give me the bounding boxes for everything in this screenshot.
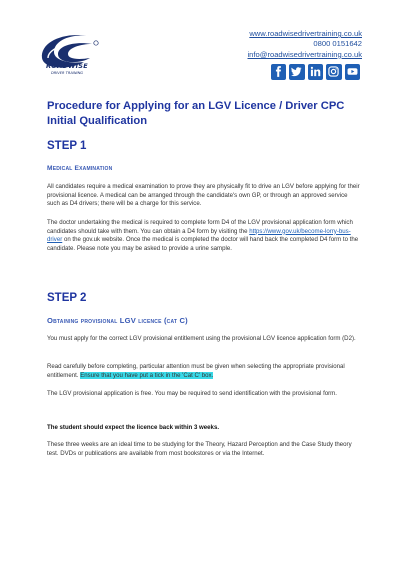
step1-para2-text-b: on the gov.uk website. Once the medical is completed the doctor will hand back the completed D4 form to the candidate. Please note you may be asked to provide a urine sample. [47,236,359,252]
youtube-icon[interactable] [345,64,361,80]
social-links [271,64,361,80]
contact-block [248,29,363,60]
logo-wordmark [32,62,102,75]
step2-heading: STEP 2 [47,292,87,304]
licence-return-note: The student should expect the licence back within 3 weeks. [47,424,220,431]
instagram-icon[interactable] [326,64,342,80]
step2-para3: The LGV provisional application is free. You may be required to send identification with the provisional form. [47,390,337,397]
step1-heading: STEP 1 [47,140,87,152]
cat-c-highlight: Ensure that you have put a tick in the 'Cat C' box. [80,371,214,379]
step1-subheading: Medical Examination [47,165,113,172]
page-title: Procedure for Applying for an LGV Licence / Driver CPC Initial Qualification [47,100,345,127]
gov-uk-link[interactable]: https://www.gov.uk/become-lorry-bus-driver [47,227,351,244]
step2-subheading: Obtaining provisional LGV licence (cat C) [47,316,188,325]
facebook-icon[interactable] [271,64,287,80]
step2-para1: You must apply for the correct LGV provisional entitlement using the provisional LGV licence application form (D2). [47,335,356,342]
step2-para2-text: Read carefully before completing, particular attention must be given when selecting the appropriate provisional entitlement. [47,363,345,379]
email-link[interactable]: info@roadwisedrivertraining.co.uk [247,49,362,59]
step1-para2 [47,219,362,253]
linkedin-icon[interactable] [308,64,324,80]
step1-para1: All candidates require a medical examination to prove they are physically fit to drive an LGV before applying for their provisional licence. A medical can be arranged through the candidate's own GP, or through an approved service such as D4 drivers; there will be a charge for this service. [47,183,360,208]
phone-number: 0800 0151642 [313,39,362,49]
step2-para4: These three weeks are an ideal time to be studying for the Theory, Hazard Perception and the Case Study theory test. DVDs or publications are available from most bookstores or via the Internet. [47,441,352,457]
logo-tagline: DRIVER TRAINING [50,70,84,75]
website-link[interactable]: www.roadwisedrivertraining.co.uk [249,29,362,38]
step1-para2-text-a: The doctor undertaking the medical is required to complete form D4 of the LGV provisional application form which candidates should take with them. You can obtain a D4 form by visiting the [47,219,353,235]
step2-para2 [47,363,362,380]
twitter-icon[interactable] [289,64,305,80]
logo-brand: ROADWISE [45,62,89,70]
